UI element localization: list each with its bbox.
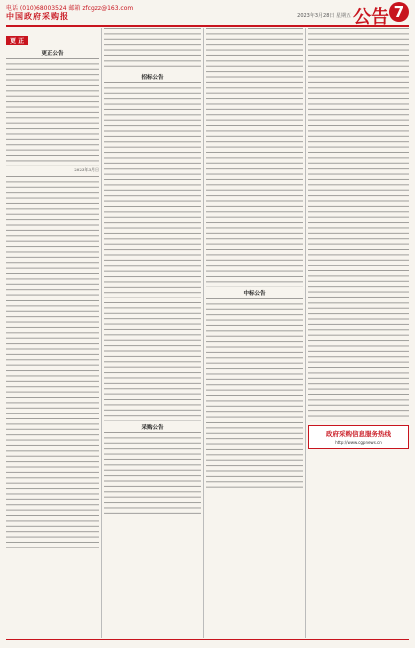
content-area: [6, 28, 409, 638]
hotline-ad-url[interactable]: http://www.cgpnews.cn: [335, 440, 382, 445]
notice-body: [206, 298, 303, 492]
masthead: 电话 (010)68003524 邮箱 zfcgzz@163.com: [6, 5, 134, 12]
page-footer-rule: [6, 639, 409, 646]
column-divider: [203, 28, 204, 638]
notice-body: [206, 28, 303, 287]
column-2: [104, 28, 201, 638]
hotline-ad-title: 政府采购信息服务热线: [326, 430, 391, 438]
notice-body: [104, 432, 201, 518]
page-number-badge: 7: [389, 2, 409, 22]
notice-body: [308, 270, 409, 421]
notice-body: [6, 58, 99, 166]
notice-heading: 采购公告: [141, 425, 164, 431]
notice-heading: 中标公告: [243, 291, 266, 297]
notice-body: [6, 176, 99, 414]
column-divider: [305, 28, 306, 638]
notice-body: [104, 28, 201, 71]
column-4: [308, 28, 409, 638]
page-header: [6, 3, 409, 27]
section-title: 公告: [353, 7, 389, 28]
newspaper-logo: 中国政府采购报: [6, 11, 69, 21]
notice-body: [104, 82, 201, 298]
hotline-ad-box: [308, 425, 409, 449]
column-1: [6, 28, 99, 638]
notice-heading: 招标公告: [141, 75, 164, 81]
column-divider: [101, 28, 102, 638]
issue-date: 2023年3月28日 星期五: [297, 13, 351, 19]
notice-body: [104, 302, 201, 421]
notice-body: [308, 28, 409, 266]
column-3: [206, 28, 303, 638]
column-tag: 更 正: [6, 36, 28, 45]
notice-body: [6, 418, 99, 548]
notice-heading: 更正公告: [41, 51, 64, 57]
notice-date: 2023年3月日: [74, 167, 99, 172]
